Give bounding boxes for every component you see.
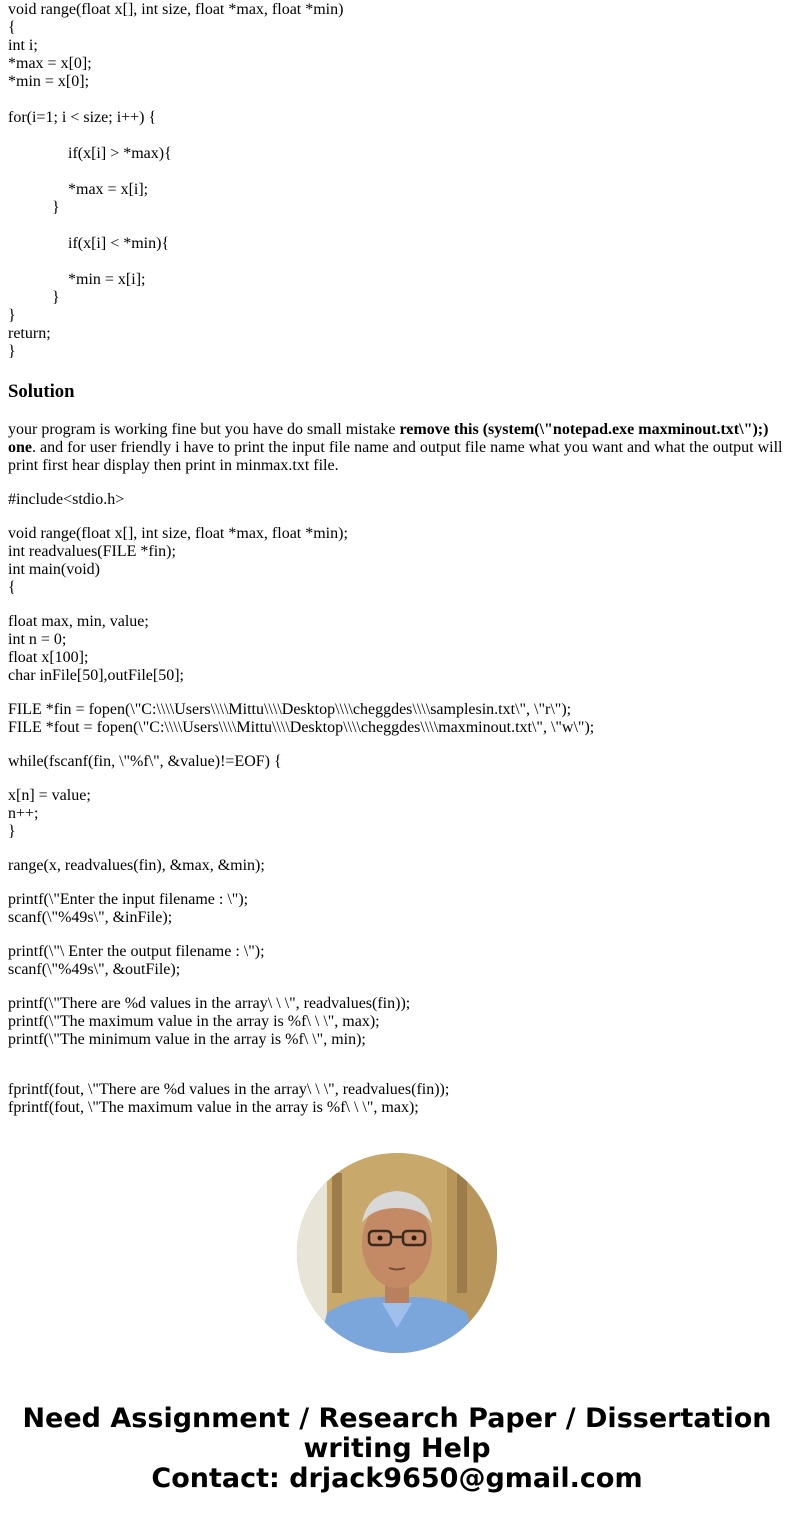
code-line: *max = x[i]; (68, 181, 149, 198)
promo-line-2: writing Help (303, 1433, 491, 1464)
code-block-original (8, 1, 788, 361)
code-line: n++; (8, 805, 39, 822)
code-line (8, 217, 788, 235)
code-line: float max, min, value; (8, 613, 149, 630)
code-line: int main(void) (8, 561, 100, 578)
code-line: x[n] = value; (8, 787, 91, 804)
code-line: } (52, 289, 60, 306)
code-line: int readvalues(FILE *fin); (8, 543, 176, 560)
promo-line-1: Need Assignment / Research Paper / Dissertation (22, 1403, 772, 1434)
code-line: scanf(\"%49s\", &outFile); (8, 961, 181, 978)
code-line: for(i=1; i < size; i++) { (8, 109, 157, 126)
code-line: } (8, 307, 16, 324)
code-line: *min = x[0]; (8, 73, 90, 90)
code-line (8, 163, 788, 181)
document-content (8, 1, 788, 1123)
avatar (297, 1153, 497, 1353)
code-line: FILE *fin = fopen(\"C:\\\\Users\\\\Mittu\\\\Desktop\\\\cheggdes\\\\samplesin.txt\", \"r\"); (8, 701, 572, 718)
code-line: printf(\"The minimum value in the array is %f\ \", min); (8, 1031, 366, 1048)
code-line: { (8, 579, 16, 596)
code-line (8, 253, 788, 271)
solution-heading: Solution (8, 381, 75, 402)
code-line: *min = x[i]; (68, 271, 146, 288)
code-line: printf(\"\ Enter the output filename : \"); (8, 943, 265, 960)
code-line: float x[100]; (8, 649, 89, 666)
code-line: { (8, 19, 16, 36)
code-line: fprintf(fout, \"The maximum value in the array is %f\ \ \", max); (8, 1099, 419, 1116)
code-line: if(x[i] < *min){ (68, 235, 170, 252)
code-line: void range(float x[], int size, float *max, float *min); (8, 525, 348, 542)
code-line: *max = x[0]; (8, 55, 92, 72)
code-line: char inFile[50],outFile[50]; (8, 667, 184, 684)
solution-text-after: . and for user friendly i have to print the input file name and output file name what you want and what the output will print first hear display then print in minmax.txt file. (8, 439, 783, 474)
solution-text-before: your program is working fine but you have do small mistake (8, 421, 400, 438)
code-line: if(x[i] > *max){ (68, 145, 172, 162)
code-line: int i; (8, 37, 38, 54)
code-line: void range(float x[], int size, float *max, float *min) (8, 1, 344, 18)
code-line: range(x, readvalues(fin), &max, &min); (8, 857, 265, 874)
code-line: FILE *fout = fopen(\"C:\\\\Users\\\\Mittu\\\\Desktop\\\\cheggdes\\\\maxminout.txt\", \"w\"); (8, 719, 595, 736)
code-line: printf(\"Enter the input filename : \"); (8, 891, 249, 908)
code-line: } (8, 823, 16, 840)
code-line: printf(\"There are %d values in the array\ \ \", readvalues(fin)); (8, 995, 411, 1012)
code-line: return; (8, 325, 51, 342)
code-line: while(fscanf(fin, \"%f\", &value)!=EOF) { (8, 753, 282, 770)
code-line: #include<stdio.h> (8, 491, 125, 508)
code-line (8, 91, 788, 109)
promo-text (0, 1404, 794, 1494)
solution-paragraph (8, 421, 788, 475)
code-block-solution (8, 491, 788, 1117)
code-line: int n = 0; (8, 631, 67, 648)
code-line (8, 127, 788, 145)
code-line: fprintf(fout, \"There are %d values in the array\ \ \", readvalues(fin)); (8, 1081, 450, 1098)
code-line: } (8, 343, 16, 360)
code-line: } (52, 199, 60, 216)
promo-section (0, 1153, 794, 1353)
portrait-image (297, 1153, 497, 1353)
solution-text-bold: remove this (system(\"notepad.exe maxminout.txt\");) one (8, 421, 769, 456)
code-line: printf(\"The maximum value in the array is %f\ \ \", max); (8, 1013, 380, 1030)
code-line: scanf(\"%49s\", &inFile); (8, 909, 173, 926)
promo-contact[interactable]: Contact: drjack9650@gmail.com (151, 1463, 643, 1494)
